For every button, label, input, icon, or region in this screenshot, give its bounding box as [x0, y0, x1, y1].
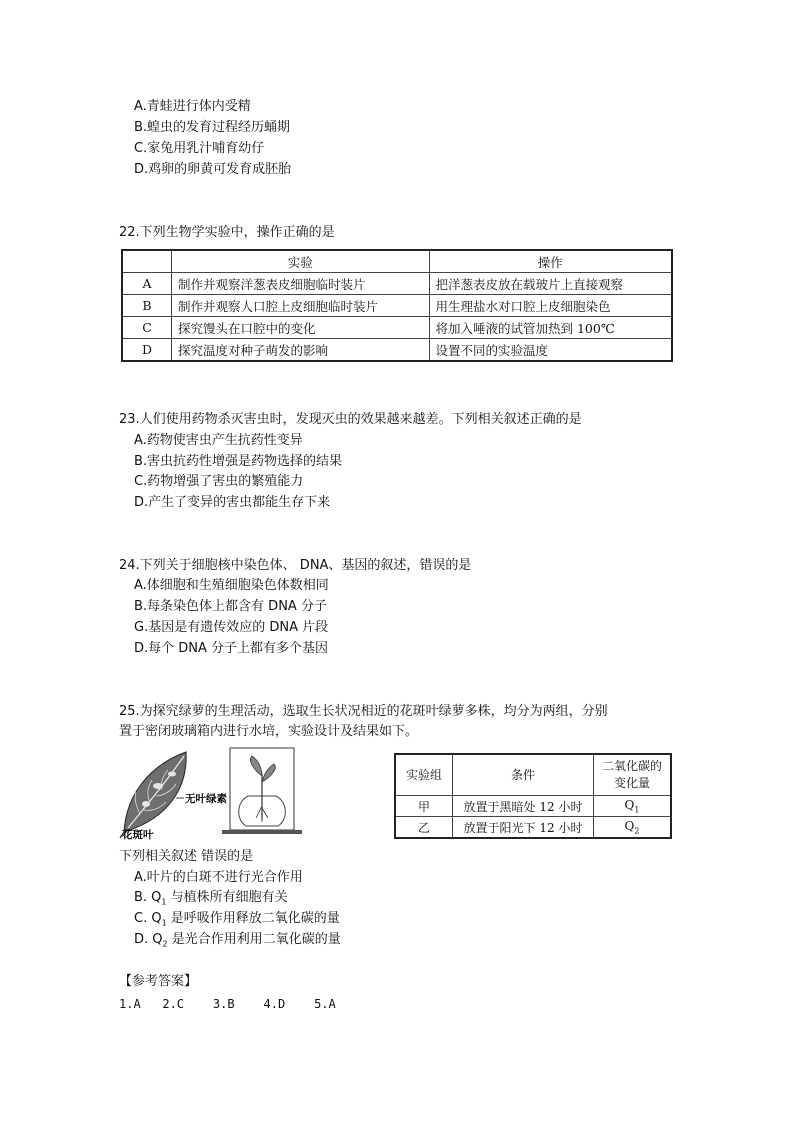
table-row	[122, 295, 672, 317]
table-cell: 甲	[395, 796, 453, 817]
option-text: 与植株所有细胞有关	[166, 890, 288, 905]
table-header-row	[122, 250, 672, 273]
option-text: C. Q	[134, 911, 162, 926]
option-text: B. Q	[134, 890, 162, 905]
table-header-cell: 实验	[172, 250, 430, 273]
q21-option-a: A.青蛙进行体内受精	[134, 99, 251, 114]
table-header-cell	[122, 250, 172, 273]
q-subscript: 1	[634, 805, 640, 815]
table-row	[122, 339, 672, 362]
table-header-cell: 操作	[429, 250, 672, 273]
option-text: 是光合作用利用二氧化碳的量	[167, 932, 341, 947]
table-row	[395, 796, 671, 817]
variegated-leaf-illustration	[120, 752, 186, 838]
table-row	[395, 817, 671, 839]
q23-option-a: A.药物使害虫产生抗药性变异	[134, 433, 303, 448]
header-line: 二氧化碳的	[601, 759, 662, 773]
table-cell: 探究馒头在口腔中的变化	[172, 317, 430, 339]
glass-container-illustration	[222, 748, 302, 834]
q25-prompt: 下列相关叙述 错误的是	[119, 849, 254, 864]
q-symbol: Q	[624, 797, 635, 812]
q-symbol: Q	[624, 818, 635, 833]
table-cell: 放置于黑暗处 12 小时	[453, 796, 594, 817]
q25-option-c	[134, 910, 340, 933]
table-cell: 制作并观察人口腔上皮细胞临时装片	[172, 295, 430, 317]
q24-option-c: G.基因是有遗传效应的 DNA 片段	[134, 620, 329, 635]
table-header-row	[395, 754, 671, 796]
q24-option-b: B.每条染色体上都含有 DNA 分子	[134, 599, 327, 614]
figure-label-no-chlorophyll: 无叶绿素	[185, 793, 227, 805]
q21-option-b: B.蝗虫的发育过程经历蛹期	[134, 120, 291, 135]
table-cell: 设置不同的实验温度	[429, 339, 672, 362]
q-subscript: 2	[634, 826, 640, 836]
q25-table	[394, 753, 672, 839]
table-header-cell: 条件	[453, 754, 594, 796]
q24-option-a: A.体细胞和生殖细胞染色体数相同	[134, 578, 329, 593]
q25-stem-line1: 25.为探究绿萝的生理活动，选取生长状况相近的花斑叶绿萝多株，均分为两组，分别	[119, 704, 608, 719]
q22-stem: 22.下列生物学实验中，操作正确的是	[119, 225, 335, 240]
table-cell: 制作并观察洋葱表皮细胞临时装片	[172, 273, 430, 295]
q25-option-b	[134, 889, 288, 912]
option-subscript: 1	[161, 918, 167, 928]
q25-option-a	[134, 869, 303, 887]
table-cell	[594, 817, 672, 839]
table-cell: 把洋葱表皮放在载玻片上直接观察	[429, 273, 672, 295]
q21-option-d: D.鸡卵的卵黄可发育成胚胎	[134, 162, 292, 177]
header-line: 变化量	[613, 776, 650, 790]
table-cell	[594, 796, 672, 817]
option-text: D. Q	[134, 932, 163, 947]
table-cell: 将加入唾液的试管加热到 100℃	[429, 317, 672, 339]
q24-stem: 24.下列关于细胞核中染色体、 DNA、基因的叙述，错误的是	[119, 558, 472, 573]
option-subscript: 1	[161, 897, 167, 907]
option-text: A.叶片的白斑不进行光合作用	[134, 870, 303, 885]
q23-option-c: C.药物增强了害虫的繁殖能力	[134, 474, 304, 489]
q23-option-d: D.产生了变异的害虫都能生存下来	[134, 495, 331, 510]
q25-option-d	[134, 931, 341, 954]
table-cell: A	[122, 273, 172, 295]
table-cell: C	[122, 317, 172, 339]
answers-title: 【参考答案】	[119, 974, 198, 989]
q22-table	[121, 249, 673, 362]
table-cell: D	[122, 339, 172, 362]
table-cell: 乙	[395, 817, 453, 839]
q25-stem-line2: 置于密闭玻璃箱内进行水培，实验设计及结果如下。	[119, 724, 419, 739]
figure-label-leaf: 花斑叶	[122, 829, 154, 841]
q23-stem: 23.人们使用药物杀灭害虫时，发现灭虫的效果越来越差。下列相关叙述正确的是	[119, 412, 582, 427]
q25-figure	[118, 746, 306, 846]
table-cell: 用生理盐水对口腔上皮细胞染色	[429, 295, 672, 317]
answers-line: 1.A 2.C 3.B 4.D 5.A	[119, 997, 336, 1011]
table-row	[122, 317, 672, 339]
table-cell: 放置于阳光下 12 小时	[453, 817, 594, 839]
q21-option-c: C.家兔用乳汁哺育幼仔	[134, 141, 265, 156]
option-text: 是呼吸作用释放二氧化碳的量	[166, 911, 340, 926]
q24-option-d: D.每个 DNA 分子上都有多个基因	[134, 641, 329, 656]
table-cell: 探究温度对种子萌发的影响	[172, 339, 430, 362]
table-row	[122, 273, 672, 295]
table-cell: B	[122, 295, 172, 317]
table-header-cell	[594, 754, 672, 796]
table-header-cell: 实验组	[395, 754, 453, 796]
option-subscript: 2	[162, 939, 168, 949]
q23-option-b: B.害虫抗药性增强是药物选择的结果	[134, 454, 343, 469]
